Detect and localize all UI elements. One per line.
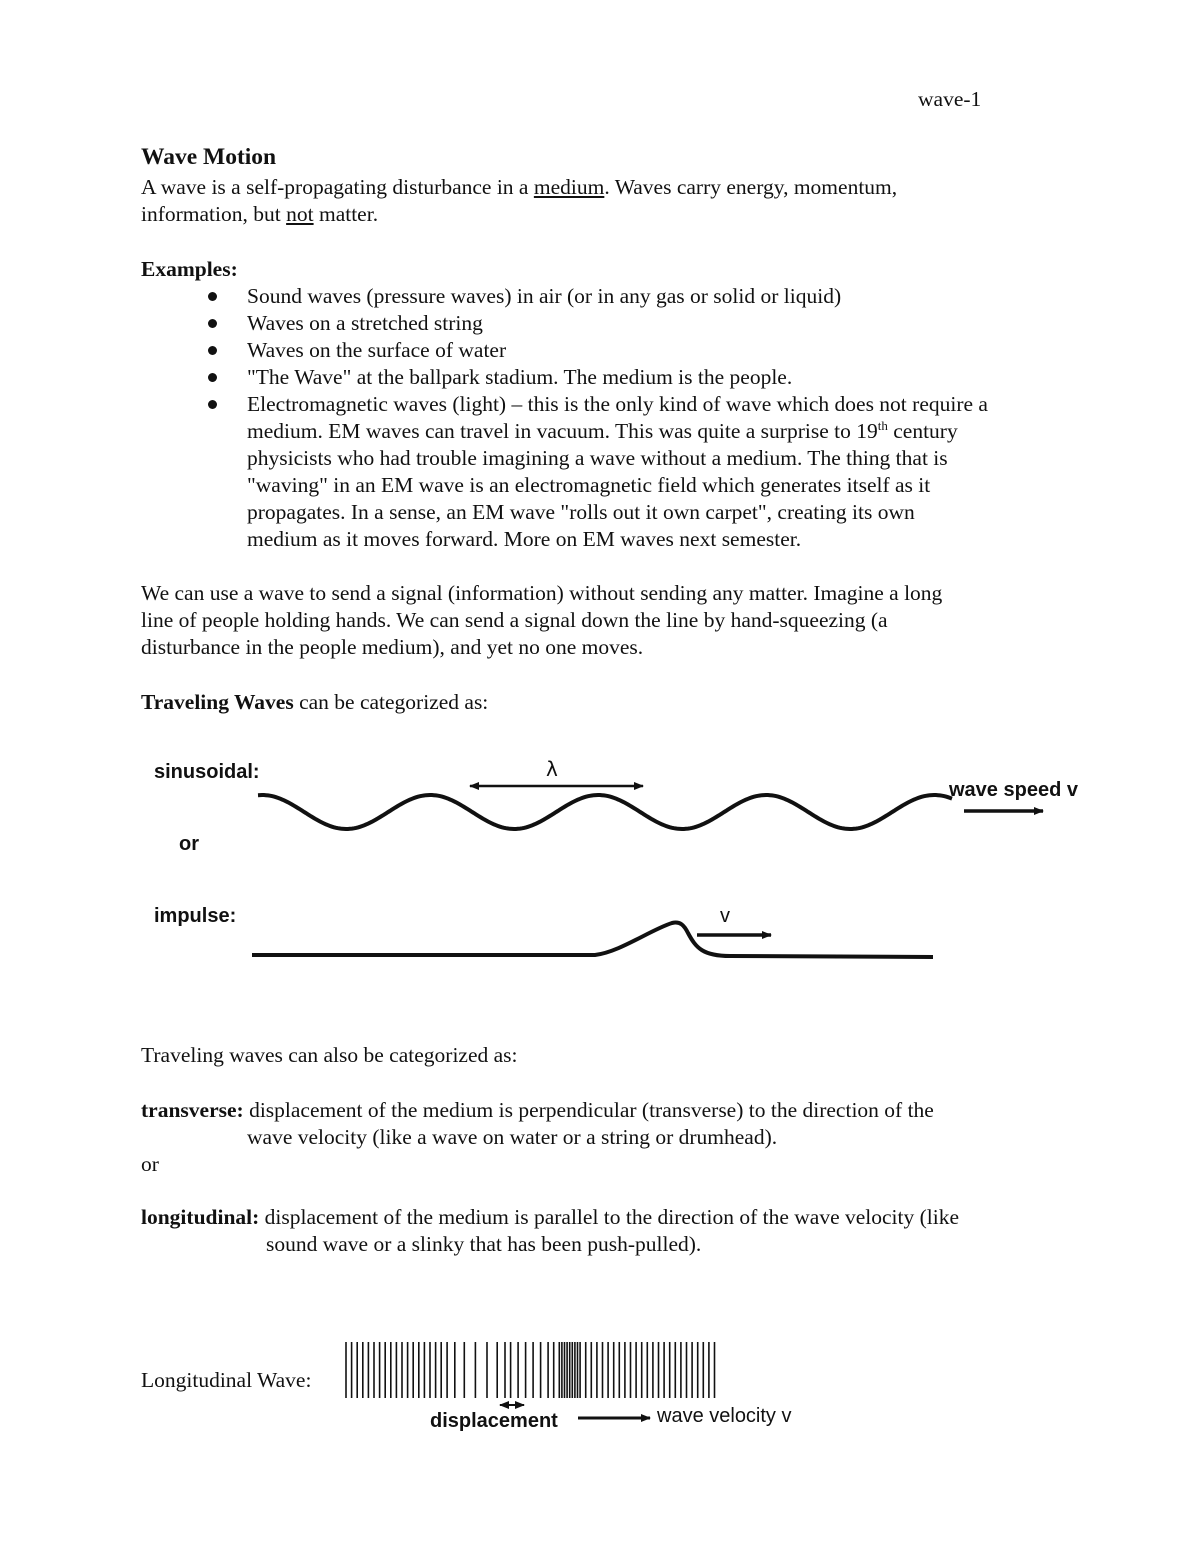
example-em-line: propagates. In a sense, an EM wave "rolls out it own carpet", creating its own: [247, 500, 915, 524]
signal-paragraph-line: disturbance in the people medium), and yet no one moves.: [141, 635, 644, 659]
traveling-waves-term: Traveling Waves: [141, 690, 294, 714]
transverse-term: transverse:: [141, 1098, 244, 1122]
also-categorized-line: Traveling waves can also be categorized as:: [141, 1043, 518, 1067]
impulse-v-label: v: [720, 905, 730, 927]
transverse-text: displacement of the medium is perpendicular (transverse) to the direction of the: [243, 1098, 934, 1122]
wave-speed-label: wave speed v: [949, 779, 1078, 801]
longitudinal-line-1: [141, 1204, 959, 1231]
sinusoidal-label: sinusoidal:: [154, 761, 260, 783]
wave-velocity-label: wave velocity v: [657, 1405, 792, 1427]
intro-not-term: not: [286, 202, 314, 226]
impulse-wave: [252, 922, 933, 957]
example-em-line: physicists who had trouble imagining a wave without a medium. The thing that is: [247, 446, 948, 470]
signal-paragraph-line: We can use a wave to send a signal (information) without sending any matter. Imagine a long: [141, 581, 943, 605]
longitudinal-term: longitudinal:: [141, 1205, 260, 1229]
displacement-label: displacement: [430, 1410, 558, 1432]
longitudinal-wave-bars: [346, 1342, 715, 1398]
transverse-line-2: wave velocity (like a wave on water or a string or drumhead).: [247, 1125, 778, 1149]
example-item: Sound waves (pressure waves) in air (or in any gas or solid or liquid): [247, 284, 842, 308]
intro-text: . Waves carry energy, momentum,: [604, 175, 898, 199]
intro-text: information, but: [141, 202, 287, 226]
sinusoidal-wave: [258, 795, 952, 829]
page-title: Wave Motion: [141, 144, 277, 170]
intro-text: matter.: [313, 202, 379, 226]
example-em-line: "waving" in an EM wave is an electromagnetic field which generates itself as it: [247, 473, 931, 497]
wavelength-label: λ: [546, 757, 558, 781]
impulse-label: impulse:: [154, 905, 237, 927]
or-label: or: [179, 833, 199, 855]
signal-paragraph-line: line of people holding hands. We can send a signal down the line by hand-squeezing (a: [141, 608, 888, 632]
longitudinal-text: displacement of the medium is parallel to the direction of the wave velocity (like: [259, 1205, 960, 1229]
intro-text: A wave is a self-propagating disturbance in a: [141, 175, 534, 199]
examples-heading: Examples:: [141, 257, 238, 281]
example-item: Waves on the surface of water: [247, 338, 507, 362]
example-em-line: Electromagnetic waves (light) – this is the only kind of wave which does not require a: [247, 392, 988, 416]
example-em-line: medium as it moves forward. More on EM waves next semester.: [247, 527, 802, 551]
intro-medium-term: medium: [533, 175, 605, 199]
example-item: Waves on a stretched string: [247, 311, 483, 335]
em-text: century: [887, 419, 958, 443]
or-text: or: [141, 1152, 159, 1176]
em-superscript: th: [877, 418, 888, 433]
longitudinal-wave-caption: Longitudinal Wave:: [141, 1368, 312, 1392]
em-text: medium. EM waves can travel in vacuum. This was quite a surprise to 19: [247, 419, 878, 443]
transverse-line-1: [141, 1097, 934, 1124]
page-number-label: wave-1: [918, 87, 982, 111]
example-item: "The Wave" at the ballpark stadium. The medium is the people.: [247, 365, 793, 389]
longitudinal-line-2: sound wave or a slinky that has been push-pulled).: [266, 1232, 702, 1256]
traveling-waves-text: can be categorized as:: [293, 690, 489, 714]
